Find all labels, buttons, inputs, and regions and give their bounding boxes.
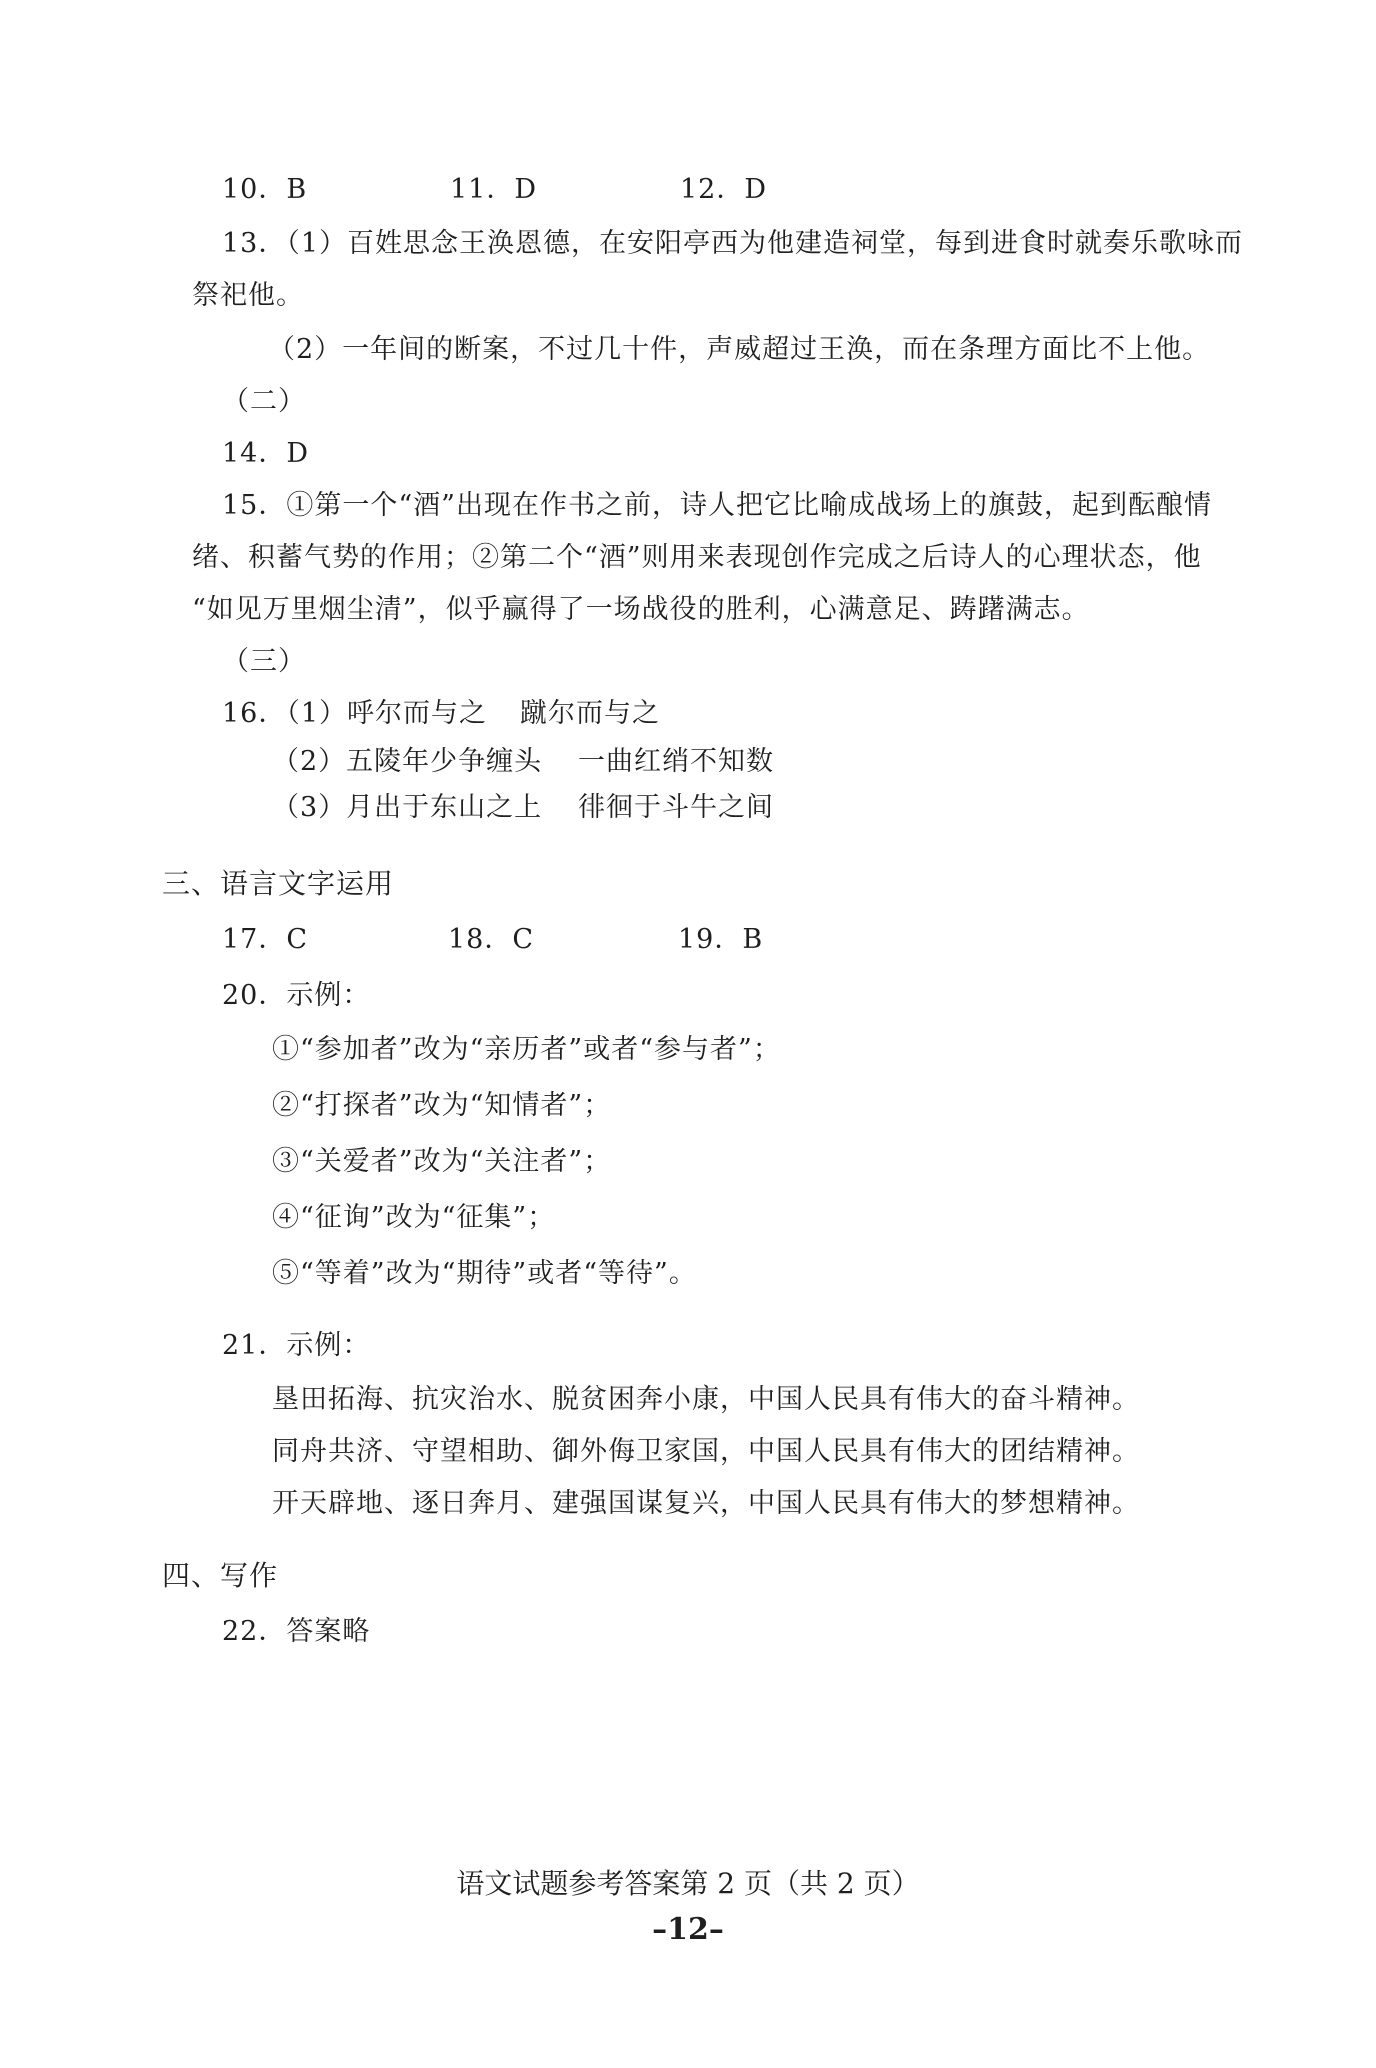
answer-q16-2a: （2）五陵年少争缠头: [272, 746, 543, 777]
answer-q10: 10．B: [222, 174, 308, 205]
answer-q18: 18．C: [448, 924, 535, 955]
answer-q20-item: ③“关爱者”改为“关注者”；: [272, 1146, 612, 1177]
answer-q21-line: 开天辟地、逐日奔月、建强国谋复兴，中国人民具有伟大的梦想精神。: [272, 1488, 1140, 1519]
page-footer: 语文试题参考答案第 2 页（共 2 页）: [456, 1867, 920, 1900]
answer-q16-1b: 蹴尔而与之: [520, 698, 660, 729]
heading-section-three: 三、语言文字运用: [162, 867, 395, 900]
page-number: –12–: [652, 1912, 724, 1947]
answer-q21-title: 21．示例：: [222, 1330, 371, 1361]
answer-q11: 11．D: [450, 174, 538, 205]
answer-q15-line3: “如见万里烟尘清”，似乎赢得了一场战役的胜利，心满意足、踌躇满志。: [192, 594, 1090, 625]
answer-q15-line2: 绪、积蓄气势的作用；②第二个“酒”则用来表现创作完成之后诗人的心理状态，他: [192, 542, 1202, 573]
section-3-label: （三）: [222, 646, 306, 677]
answer-q13-line2: 祭祀他。: [192, 280, 304, 311]
answer-q13-line1: 13．（1）百姓思念王涣恩德，在安阳亭西为他建造祠堂，每到进食时就奏乐歌咏而: [222, 228, 1244, 259]
answer-q20-item: ⑤“等着”改为“期待”或者“等待”。: [272, 1258, 697, 1289]
answer-q16-2b: 一曲红绡不知数: [578, 746, 774, 777]
answer-q16-3a: （3）月出于东山之上: [272, 792, 543, 823]
answer-q16-1a: 16．（1）呼尔而与之: [222, 698, 488, 729]
answer-q15-line1: 15．①第一个“酒”出现在作书之前，诗人把它比喻成战场上的旗鼓，起到酝酿情: [222, 490, 1212, 521]
answer-q22: 22．答案略: [222, 1616, 371, 1647]
section-2-label: （二）: [222, 386, 306, 417]
answer-q19: 19．B: [678, 924, 764, 955]
answer-q20-item: ①“参加者”改为“亲历者”或者“参与者”；: [272, 1034, 781, 1065]
answer-q20-item: ④“征询”改为“征集”；: [272, 1202, 556, 1233]
answer-q17: 17．C: [222, 924, 309, 955]
answer-q20-title: 20．示例：: [222, 980, 371, 1011]
answer-q12: 12．D: [680, 174, 768, 205]
answer-q20-item: ②“打探者”改为“知情者”；: [272, 1090, 612, 1121]
answer-q16-3b: 徘徊于斗牛之间: [578, 792, 774, 823]
heading-section-four: 四、写作: [162, 1559, 279, 1592]
answer-q21-line: 同舟共济、守望相助、御外侮卫家国，中国人民具有伟大的团结精神。: [272, 1436, 1140, 1467]
answer-q14: 14．D: [222, 438, 310, 469]
answer-q21-line: 垦田拓海、抗灾治水、脱贫困奔小康，中国人民具有伟大的奋斗精神。: [272, 1384, 1140, 1415]
answer-q13-line3: （2）一年间的断案，不过几十件，声威超过王涣，而在条理方面比不上他。: [268, 334, 1211, 365]
